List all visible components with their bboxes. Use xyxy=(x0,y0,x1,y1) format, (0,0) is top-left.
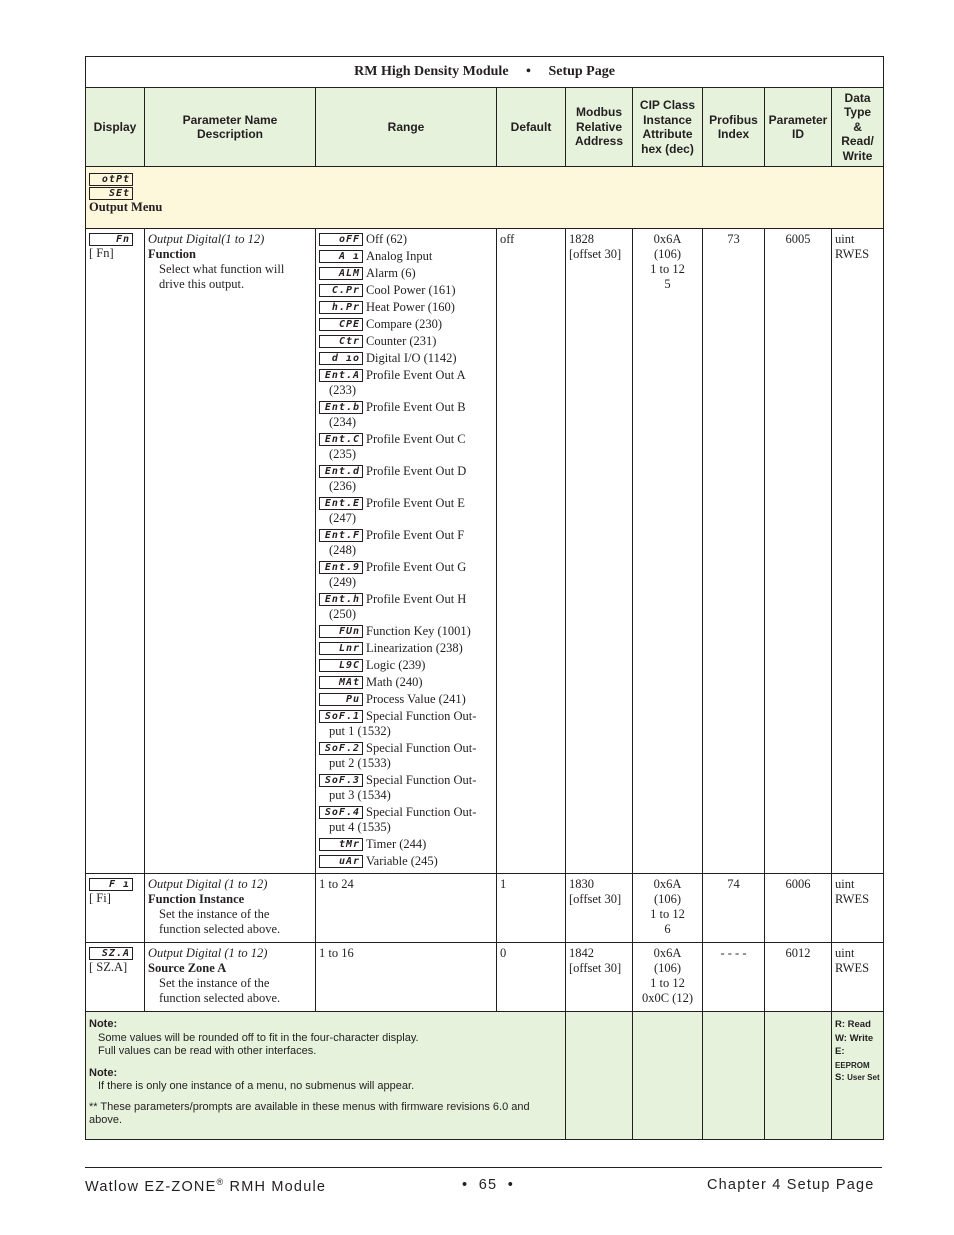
modbus-cell xyxy=(566,229,633,874)
range-option xyxy=(319,334,493,349)
range-option xyxy=(319,658,493,673)
range-option xyxy=(319,675,493,690)
parameter-id-cell: 6006 xyxy=(765,874,832,943)
lcd-display: Ent.E xyxy=(319,497,363,510)
range-option-label: Logic (239) xyxy=(366,658,426,672)
lcd-display: Ent.F xyxy=(319,529,363,542)
range-option-label: Profile Event Out H xyxy=(366,592,467,606)
data-type: uint xyxy=(835,232,855,246)
lcd-display: SoF.1 xyxy=(319,710,363,723)
range-option-label: Compare (230) xyxy=(366,317,443,331)
range-option xyxy=(319,249,493,264)
range-option-label: Variable (245) xyxy=(366,854,438,868)
lcd-display: SoF.4 xyxy=(319,806,363,819)
param-name: Function xyxy=(148,247,196,261)
note-text: ** These parameters/prompts are available in these menus with firmware revisions 6.0 and above. xyxy=(89,1100,530,1126)
table-title-row xyxy=(86,57,884,88)
modbus-address: 1830 xyxy=(569,877,594,891)
footer-left: Watlow EZ-ZONE® RMH Module xyxy=(85,1177,327,1195)
col-header-data-type: Data Type & Read/ Write xyxy=(832,88,884,167)
notes-empty-cell xyxy=(765,1012,832,1140)
title-module: RM High Density Module xyxy=(354,64,509,79)
lcd-display: oFF xyxy=(319,233,363,246)
lcd-display: F ı xyxy=(89,878,133,891)
range-option xyxy=(319,854,493,869)
legend-cell xyxy=(832,1012,884,1140)
range-option xyxy=(319,709,493,739)
range-option-label: Process Value (241) xyxy=(366,692,466,706)
note-heading: Note: xyxy=(89,1018,118,1030)
range-option-label: Profile Event Out D xyxy=(366,464,467,478)
col-header-default: Default xyxy=(497,88,566,167)
lcd-display: h.Pr xyxy=(319,301,363,314)
lcd-display: Ent.9 xyxy=(319,561,363,574)
range-option-label-cont: (248) xyxy=(329,543,357,557)
cip-class-dec: (106) xyxy=(653,247,682,261)
range-option-label-cont: (247) xyxy=(329,511,357,525)
lcd-display: Ent.A xyxy=(319,369,363,382)
cip-instance: 1 to 12 xyxy=(650,907,685,921)
notes-row xyxy=(86,1012,884,1140)
footer-rule xyxy=(85,1167,882,1168)
lcd-display: C.Pr xyxy=(319,284,363,297)
range-option xyxy=(319,432,493,462)
lcd-display: CPE xyxy=(319,318,363,331)
cip-cell xyxy=(633,874,703,943)
range-option-label-cont: (249) xyxy=(329,575,357,589)
note-text: If there is only one instance of a menu, no submenus will appear. xyxy=(98,1080,415,1092)
range-option-label: Linearization (238) xyxy=(366,641,463,655)
lcd-display: Ent.d xyxy=(319,465,363,478)
range-option-label: Special Function Out- xyxy=(366,741,477,755)
lcd-display: SZ.A xyxy=(89,947,133,960)
param-group: Output Digital (1 to 12) xyxy=(148,946,268,960)
range-option xyxy=(319,351,493,366)
read-write: RWES xyxy=(835,961,870,975)
cip-class-dec: (106) xyxy=(653,961,682,975)
lcd-display: MAt xyxy=(319,676,363,689)
param-name-cell xyxy=(145,229,316,874)
cip-class: 0x6A xyxy=(653,946,682,960)
range-option xyxy=(319,528,493,558)
range-option-label-cont: put 4 (1535) xyxy=(329,820,391,834)
range-option xyxy=(319,641,493,656)
menu-name: Output Menu xyxy=(89,200,163,214)
range-option-label: Alarm (6) xyxy=(366,266,416,280)
title-bullet: • xyxy=(526,64,531,79)
range-option-label: Cool Power (161) xyxy=(366,283,456,297)
title-page: Setup Page xyxy=(548,64,615,79)
display-code: [ Fi] xyxy=(89,891,111,905)
range-option-label: Heat Power (160) xyxy=(366,300,455,314)
lcd-display: SoF.2 xyxy=(319,742,363,755)
range-option-label: Profile Event Out B xyxy=(366,400,466,414)
modbus-offset: [offset 30] xyxy=(569,247,622,261)
legend-write: W: Write xyxy=(835,1032,874,1044)
range-option-label-cont: (250) xyxy=(329,607,357,621)
range-option-label: Counter (231) xyxy=(366,334,437,348)
range-option xyxy=(319,773,493,803)
col-header-parameter-name: Parameter Name Description xyxy=(145,88,316,167)
footer-page-number: • 65 • xyxy=(462,1177,514,1193)
cip-class-dec: (106) xyxy=(653,892,682,906)
range-option xyxy=(319,400,493,430)
parameter-id-cell: 6012 xyxy=(765,943,832,1012)
range-option-label: Digital I/O (1142) xyxy=(366,351,457,365)
data-type-cell xyxy=(832,943,884,1012)
cip-instance: 1 to 12 xyxy=(650,976,685,990)
lcd-display: Fn xyxy=(89,233,133,246)
parameter-id-cell: 6005 xyxy=(765,229,832,874)
range-option-label-cont: (236) xyxy=(329,479,357,493)
modbus-offset: [offset 30] xyxy=(569,961,622,975)
lcd-display: ALM xyxy=(319,267,363,280)
lcd-display: L9C xyxy=(319,659,363,672)
header-row xyxy=(86,88,884,167)
range-option xyxy=(319,266,493,281)
table-row xyxy=(86,874,884,943)
cip-instance: 1 to 12 xyxy=(650,262,685,276)
cip-class: 0x6A xyxy=(653,877,682,891)
range-option-label: Timer (244) xyxy=(366,837,427,851)
data-type: uint xyxy=(835,946,855,960)
menu-cell xyxy=(86,167,884,229)
range-option-label: Special Function Out- xyxy=(366,805,477,819)
lcd-display: uAr xyxy=(319,855,363,868)
param-group: Output Digital (1 to 12) xyxy=(148,877,268,891)
lcd-display: Ent.b xyxy=(319,401,363,414)
range-option xyxy=(319,300,493,315)
default-cell: 0 xyxy=(497,943,566,1012)
param-name-cell xyxy=(145,943,316,1012)
param-description: Set the instance of the function selected above. xyxy=(159,907,281,936)
range-option-label: Math (240) xyxy=(366,675,423,689)
note-heading: Note: xyxy=(89,1066,118,1079)
col-header-modbus: Modbus Relative Address xyxy=(566,88,633,167)
read-write: RWES xyxy=(835,892,870,906)
col-header-cip: CIP Class Instance Attribute hex (dec) xyxy=(633,88,703,167)
lcd-display: tMr xyxy=(319,838,363,851)
range-option-label-cont: (234) xyxy=(329,415,357,429)
notes-empty-cell xyxy=(566,1012,633,1140)
display-cell xyxy=(86,229,145,874)
lcd-display: SEt xyxy=(89,187,133,200)
lcd-display: Ctr xyxy=(319,335,363,348)
param-description: Select what function will drive this output. xyxy=(159,262,285,291)
profibus-cell: 74 xyxy=(703,874,765,943)
parameter-table xyxy=(85,56,884,1140)
lcd-display: FUn xyxy=(319,625,363,638)
cip-cell xyxy=(633,229,703,874)
read-write: RWES xyxy=(835,247,870,261)
param-description: Set the instance of the function selected above. xyxy=(159,976,281,1005)
data-type-cell xyxy=(832,229,884,874)
cip-attribute: 0x0C (12) xyxy=(641,991,694,1005)
table-row xyxy=(86,229,884,874)
lcd-display: Pu xyxy=(319,693,363,706)
col-header-parameter-id: Parameter ID xyxy=(765,88,832,167)
legend-eeprom: E: EEPROM xyxy=(835,1046,870,1070)
range-cell: 1 to 24 xyxy=(316,874,497,943)
range-cell: 1 to 16 xyxy=(316,943,497,1012)
cip-cell xyxy=(633,943,703,1012)
data-type-cell xyxy=(832,874,884,943)
note-text: Full values can be read with other interfaces. xyxy=(98,1045,317,1057)
profibus-cell: 73 xyxy=(703,229,765,874)
range-option xyxy=(319,837,493,852)
notes-empty-cell xyxy=(703,1012,765,1140)
range-option xyxy=(319,368,493,398)
range-option xyxy=(319,317,493,332)
notes-empty-cell xyxy=(633,1012,703,1140)
legend-read: R: Read xyxy=(835,1019,871,1030)
range-option xyxy=(319,496,493,526)
lcd-display: Ent.C xyxy=(319,433,363,446)
range-option-label: Special Function Out- xyxy=(366,709,477,723)
range-option xyxy=(319,560,493,590)
range-option-label: Profile Event Out C xyxy=(366,432,466,446)
lcd-display: SoF.3 xyxy=(319,774,363,787)
range-option-label-cont: put 2 (1533) xyxy=(329,756,391,770)
param-group: Output Digital(1 to 12) xyxy=(148,232,265,246)
range-option-label: Profile Event Out A xyxy=(366,368,466,382)
range-option xyxy=(319,283,493,298)
range-option-label: Profile Event Out F xyxy=(366,528,465,542)
modbus-cell xyxy=(566,943,633,1012)
lcd-display: d ıo xyxy=(319,352,363,365)
notes-cell xyxy=(86,1012,566,1140)
default-cell: off xyxy=(497,229,566,874)
range-option-label-cont: (235) xyxy=(329,447,357,461)
range-option-label: Off (62) xyxy=(366,232,408,246)
range-option-label: Analog Input xyxy=(366,249,433,263)
default-cell: 1 xyxy=(497,874,566,943)
range-option-label-cont: put 1 (1532) xyxy=(329,724,391,738)
col-header-range: Range xyxy=(316,88,497,167)
range-option xyxy=(319,592,493,622)
display-cell xyxy=(86,943,145,1012)
cip-class: 0x6A xyxy=(653,232,682,246)
display-cell xyxy=(86,874,145,943)
range-option xyxy=(319,805,493,835)
footer-right: Chapter 4 Setup Page xyxy=(707,1177,875,1193)
display-code: [ Fn] xyxy=(89,246,114,260)
range-option-label: Special Function Out- xyxy=(366,773,477,787)
param-name: Source Zone A xyxy=(148,961,227,975)
cip-attribute: 6 xyxy=(664,922,671,936)
range-option-label: Profile Event Out E xyxy=(366,496,465,510)
modbus-offset: [offset 30] xyxy=(569,892,622,906)
modbus-address: 1842 xyxy=(569,946,594,960)
range-cell xyxy=(316,229,497,874)
col-header-profibus: Profibus Index xyxy=(703,88,765,167)
data-type: uint xyxy=(835,877,855,891)
range-option-label: Function Key (1001) xyxy=(366,624,471,638)
menu-row xyxy=(86,167,884,229)
range-option-label: Profile Event Out G xyxy=(366,560,467,574)
legend-user-set: S: User Set xyxy=(835,1072,880,1083)
range-option xyxy=(319,624,493,639)
range-option xyxy=(319,741,493,771)
modbus-cell xyxy=(566,874,633,943)
lcd-display: Lnr xyxy=(319,642,363,655)
range-option-label-cont: (233) xyxy=(329,383,357,397)
modbus-address: 1828 xyxy=(569,232,594,246)
param-name: Function Instance xyxy=(148,892,245,906)
lcd-display: Ent.h xyxy=(319,593,363,606)
cip-attribute: 5 xyxy=(664,277,671,291)
col-header-display: Display xyxy=(86,88,145,167)
range-option xyxy=(319,232,493,247)
lcd-display: A ı xyxy=(319,250,363,263)
table-title xyxy=(86,57,884,88)
range-option xyxy=(319,464,493,494)
profibus-cell: - - - - xyxy=(703,943,765,1012)
table-row xyxy=(86,943,884,1012)
range-option-label-cont: put 3 (1534) xyxy=(329,788,391,802)
display-code: [ SZ.A] xyxy=(89,960,128,974)
param-name-cell xyxy=(145,874,316,943)
note-text: Some values will be rounded off to fit in the four-character display. xyxy=(98,1031,419,1044)
range-option xyxy=(319,692,493,707)
lcd-display: otPt xyxy=(89,173,133,186)
